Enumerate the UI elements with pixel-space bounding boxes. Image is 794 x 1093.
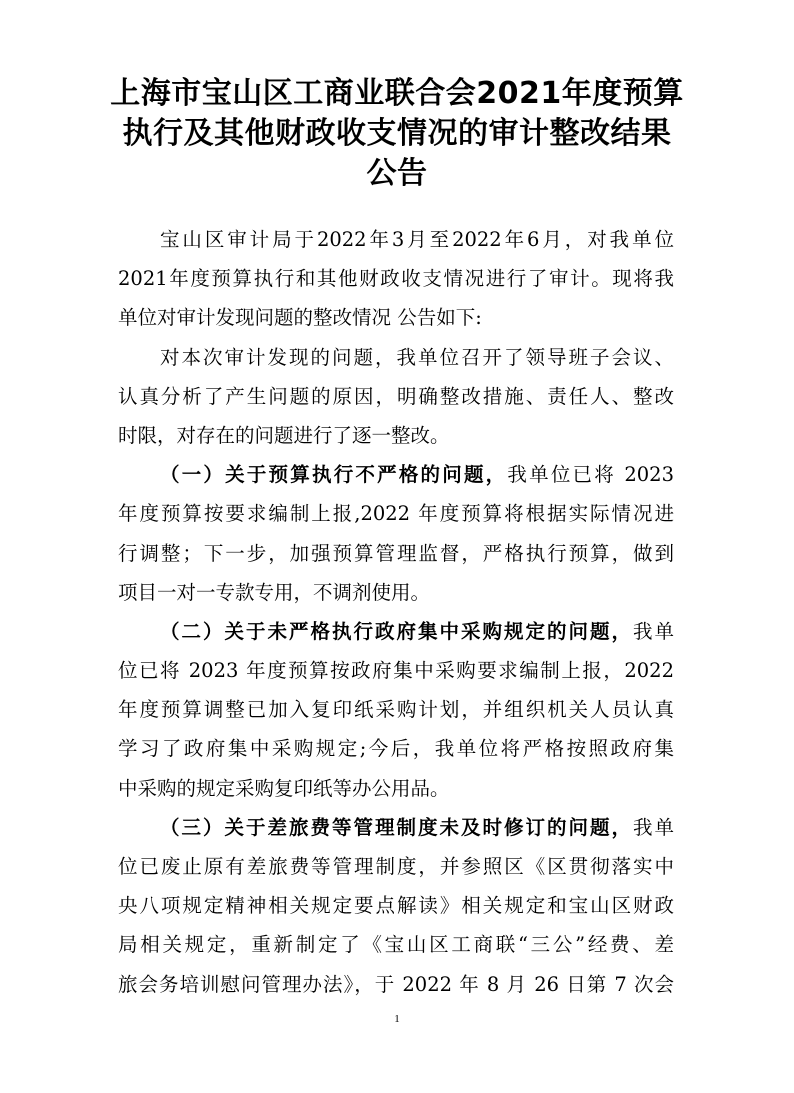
page-number: 1 — [394, 1013, 400, 1025]
issue-heading: （二）关于未严格执行政府集中采购规定的问题， — [160, 619, 633, 643]
document-title — [110, 74, 684, 194]
issue-heading: （一）关于预算执行不严格的问题， — [160, 463, 508, 487]
text-line: 行调整；下一步，加强预算管理监督，严格执行预算，做到 — [118, 541, 674, 565]
text-line — [118, 808, 674, 847]
text-line: 局相关规定，重新制定了《宝山区工商联“三公”经费、差 — [118, 933, 674, 957]
text-line: 旅会务培训慰问管理办法》，于 2022 年 8 月 26 日第 7 次会 — [118, 972, 674, 996]
text-line: 位已废止原有差旅费等管理制度，并参照区《区贯彻落实中 — [118, 855, 674, 878]
issue-text: 我单位已将 2023 — [507, 463, 674, 487]
text-line: 年度预算按要求编制上报,2022 年度预算将根据实际情况进 — [118, 502, 674, 526]
title-line: 执行及其他财政收支情况的审计整改结果 — [122, 116, 672, 151]
document-body — [118, 220, 674, 1004]
text-line: 对本次审计发现的问题，我单位召开了领导班子会议、 — [160, 345, 674, 369]
paragraph-intro — [118, 220, 674, 338]
issue-text: 我单 — [632, 815, 674, 839]
paragraph-response — [118, 338, 674, 456]
text-line: 时限，对存在的问题进行了逐一整改。 — [118, 423, 450, 447]
text-line: 年度预算调整已加入复印纸采购计划，并组织机关人员认真 — [118, 698, 674, 722]
paragraph-issue-2 — [118, 612, 674, 808]
paragraph-issue-1 — [118, 455, 674, 612]
paragraph-issue-3 — [118, 808, 674, 1004]
text-line: 央八项规定精神相关规定要点解读》相关规定和宝山区财政 — [118, 894, 674, 918]
text-line: 项目一对一专款专用，不调剂使用。 — [118, 580, 431, 604]
title-line: 上海市宝山区工商业联合会2021年度预算 — [110, 76, 684, 111]
title-line: 公告 — [366, 156, 428, 191]
issue-heading: （三）关于差旅费等管理制度未及时修订的问题， — [160, 815, 633, 839]
text-line: 宝山区审计局于2022年3月至2022年6月，对我单位 — [160, 228, 674, 251]
text-line — [118, 612, 674, 651]
text-line: 单位对审计发现问题的整改情况 公告如下: — [118, 306, 482, 330]
text-line: 位已将 2023 年度预算按政府集中采购要求编制上报，2022 — [118, 659, 674, 683]
text-line: 学习了政府集中采购规定;今后，我单位将严格按照政府集 — [118, 737, 674, 761]
text-line: 中采购的规定采购复印纸等办公用品。 — [118, 776, 450, 800]
text-line — [118, 455, 674, 494]
text-line: 认真分析了产生问题的原因，明确整改措施、责任人、整改 — [118, 384, 674, 408]
text-line: 2021年度预算执行和其他财政收支情况进行了审计。现将我 — [118, 267, 674, 291]
issue-text: 我单 — [632, 619, 674, 643]
